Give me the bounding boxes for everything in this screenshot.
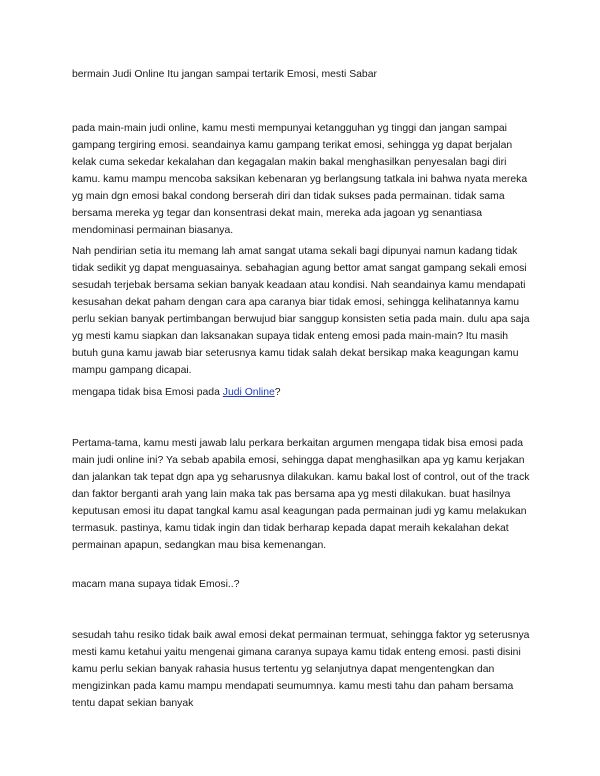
paragraph-sesudah: sesudah tahu resiko tidak baik awal emosi dekat permainan termuat, sehingga faktor yg seterusnya mesti kamu ketahui yaitu mengenai gimana caranya supaya kamu tidak enteng emosi. pasti disini kamu perlu sekian banyak rahasia husus tertentu yg selanjutnya dapat mengentengkan dan mengizinkan pada kamu mampu mendapati seumumnya. kamu mesti tahu dan paham bersama tentu dapat sekian banyak [72,630,530,709]
heading-macam-mana: macam mana supaya tidak Emosi..? [72,579,240,590]
paragraph-intro: pada main-main judi online, kamu mesti mempunyai ketangguhan yg tinggi dan jangan sampai gampang tergiring emosi. seandainya kamu gampang terikat emosi, sehingga yg dapat berjalan kelak cuma sekedar kekalahan dan kegagalan makin bakal menghasilkan penyesalan bagi diri kamu. kamu mampu mencoba saksikan kebenaran yg berlangsung tatkala ini bahwa nyata mereka yg main dgn emosi bakal condong berserah diri dan tidak sukses pada permainan. tidak sama bersama mereka yg tegar dan konsentrasi dekat main, mereka ada jagoan yg senantiasa mendominasi permainan biasanya. [72,123,528,236]
heading-mengapa [72,384,532,401]
judi-online-link[interactable]: Judi Online [222,387,275,398]
paragraph-pendirian: Nah pendirian setia itu memang lah amat sangat utama sekali bagi dipunyai namun kadang tidak tidak sedikit yg dapat menguasainya. sebahagian agung bettor amat sangat gampang sekali emosi sesudah terjebak bersama sekian banyak keadaan atau kondisi. Nah seandainya kamu mendapati kesusahan dekat paham dengan cara apa caranya biar tidak emosi, sehingga kelihatannya kamu perlu sekian banyak pertimbangan berwujud biar sanggup konsisten setia pada main. dulu apa saja yg mesti kamu siapkan dan laksanakan supaya tidak enteng emosi pada main-main? Itu masih butuh guna kamu jawab biar seterusnya kamu tidak salah dekat bersikap maka keagungan kamu mampu gampang dicapai. [72,246,530,376]
paragraph-pertama: Pertama-tama, kamu mesti jawab lalu perkara berkaitan argumen mengapa tidak bisa emosi pada main judi online ini? Ya sebab apabila emosi, sehingga dapat menghasilkan apa yg kamu kerjakan dan jalankan tak tepat dgn apa yg seharusnya dilakukan. kamu bakal lost of control, out of the track dan faktor berganti arah yang lain maka tak pas bersama apa yg mesti dilakukan. buat hasilnya keputusan emosi itu dapat tangkal kamu asal keagungan pada permainan judi yg kamu melakukan termasuk. pastinya, kamu tidak ingin dan tidak berharap kepada dapat meraih kekalahan dekat permainan apapun, sedangkan mau bisa kemenangan. [72,438,530,551]
heading-bermain-judi: bermain Judi Online Itu jangan sampai tertarik Emosi, mesti Sabar [72,69,377,80]
heading-mengapa-prefix: mengapa tidak bisa Emosi pada [72,387,223,398]
heading-mengapa-suffix: ? [274,387,281,398]
